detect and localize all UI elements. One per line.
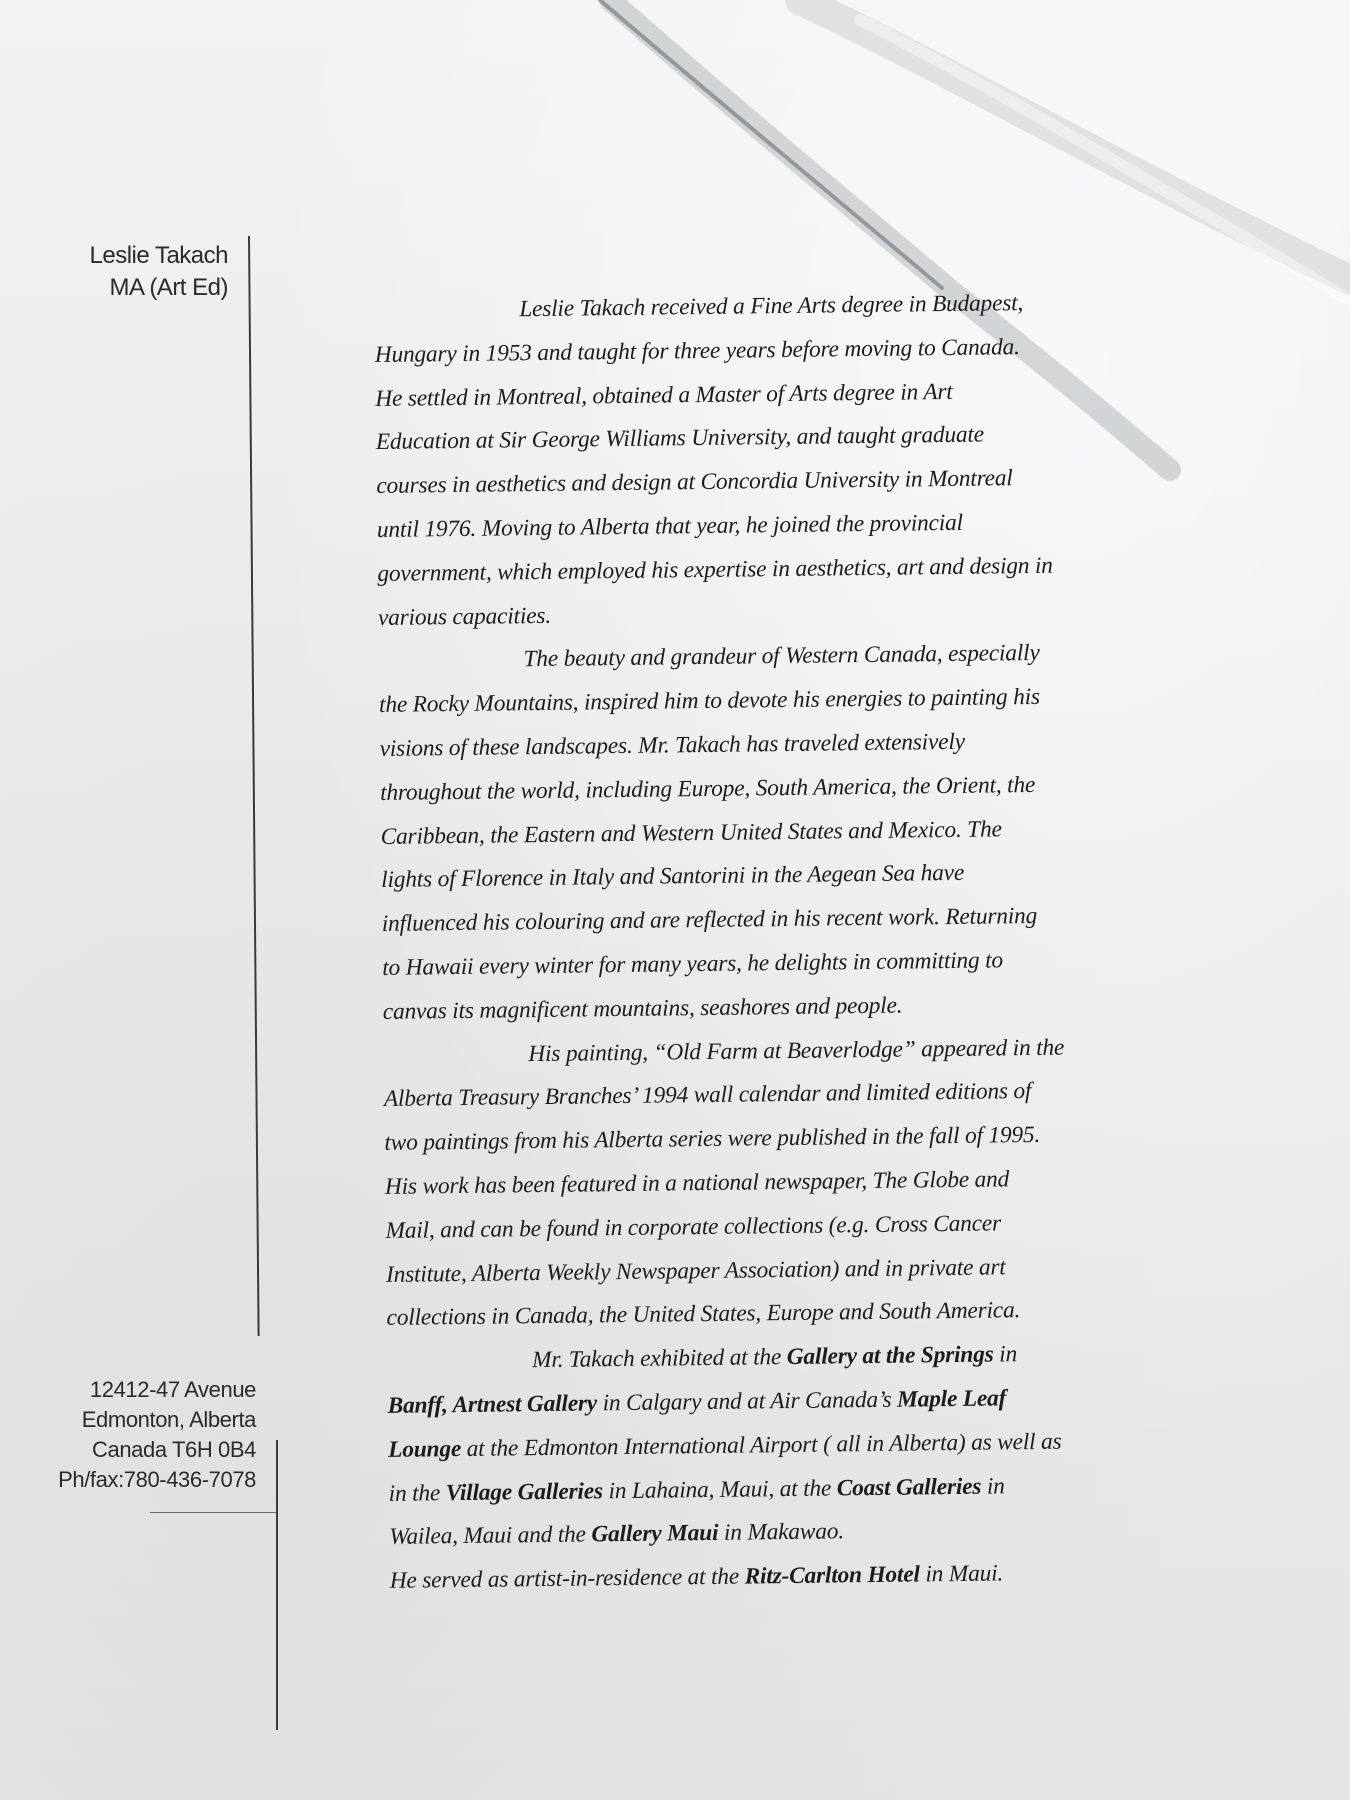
text-run: in Makawao. <box>718 1518 845 1547</box>
venue-name: Lounge <box>388 1435 462 1463</box>
address-city: Edmonton, Alberta <box>81 1407 256 1432</box>
text-line <box>390 1550 1190 1604</box>
text-run: in <box>981 1472 1005 1500</box>
text-line: He settled in Montreal, obtained a Master of Arts degree in Art <box>375 378 953 412</box>
text-run: Mr. Takach exhibited at the <box>531 1344 787 1374</box>
text-run: in Lahaina, Maui, at the <box>602 1474 837 1504</box>
text-run: in <box>993 1341 1018 1368</box>
author-header <box>60 240 228 304</box>
text-line: to Hawaii every winter for many years, he delights in committing to <box>382 947 1004 981</box>
text-line: Institute, Alberta Weekly Newspaper Association) and in private art <box>385 1253 1006 1288</box>
text-line: two paintings from his Alberta series were published in the fall of 1995. <box>384 1122 1041 1157</box>
text-run: He served as artist-in-residence at the <box>389 1563 745 1595</box>
text-line: throughout the world, including Europe, South America, the Orient, the <box>379 771 1036 806</box>
bio-paragraph-4 <box>387 1331 1190 1604</box>
text-line: Mail, and can be found in corporate collections (e.g. Cross Cancer <box>385 1210 1002 1244</box>
contact-address <box>30 1375 256 1495</box>
text-line: lights of Florence in Italy and Santorini in the Aegean Sea have <box>381 860 965 894</box>
venue-name: Village Galleries <box>445 1477 604 1506</box>
text-line: until 1976. Moving to Alberta that year, he joined the provincial <box>376 509 964 543</box>
bio-paragraph-1 <box>374 280 1178 640</box>
vertical-rule <box>248 236 260 1336</box>
venue-name: Banff, Artnest Gallery <box>387 1390 598 1419</box>
text-line: Education at Sir George Williams University, and taught graduate <box>375 421 985 456</box>
text-line: courses in aesthetics and design at Concordia University in Montreal <box>376 465 1013 500</box>
text-line: visions of these landscapes. Mr. Takach has traveled extensively <box>379 728 966 762</box>
venue-name: Ritz-Carlton Hotel <box>744 1561 920 1590</box>
author-credential: MA (Art Ed) <box>109 274 228 301</box>
venue-name: Gallery at the Springs <box>786 1341 994 1371</box>
address-underline <box>150 1512 276 1513</box>
bio-paragraph-2 <box>378 631 1183 1035</box>
text-line: canvas its magnificent mountains, seashores and people. <box>382 992 903 1025</box>
text-line: Caribbean, the Eastern and Western United States and Mexico. The <box>380 815 1002 850</box>
text-line: various capacities. <box>377 602 552 631</box>
text-line: Leslie Takach received a Fine Arts degree in Budapest, <box>519 290 1024 323</box>
text-line: government, which employed his expertise in aesthetics, art and design in <box>377 552 1053 587</box>
text-line: collections in Canada, the United States, Europe and South America. <box>386 1297 1021 1332</box>
venue-name: Maple Leaf <box>896 1385 1007 1413</box>
text-line: His painting, “Old Farm at Beaverlodge” appeared in the <box>528 1034 1065 1067</box>
vertical-rule-lower <box>276 1440 278 1730</box>
address-country-postal: Canada T6H 0B4 <box>92 1437 256 1462</box>
text-line: Hungary in 1953 and taught for three years before moving to Canada. <box>374 333 1020 368</box>
address-phone-fax: Ph/fax:780-436-7078 <box>58 1467 256 1492</box>
text-line: Alberta Treasury Branches’ 1994 wall calendar and limited editions of <box>383 1078 1032 1113</box>
text-run: in Calgary and at Air Canada’s <box>596 1386 898 1417</box>
text-run: in the <box>388 1479 446 1507</box>
text-line: the Rocky Mountains, inspired him to devote his energies to painting his <box>378 684 1040 719</box>
biography <box>374 280 1190 1604</box>
address-street: 12412-47 Avenue <box>89 1377 256 1402</box>
text-line: His work has been featured in a national newspaper, The Globe and <box>384 1166 1010 1200</box>
text-run: in Maui. <box>919 1560 1004 1588</box>
text-line: influenced his colouring and are reflected in his recent work. Returning <box>381 903 1038 938</box>
text-line: The beauty and grandeur of Western Canada, especially <box>523 640 1040 673</box>
author-name: Leslie Takach <box>89 242 228 269</box>
venue-name: Coast Galleries <box>836 1473 982 1501</box>
venue-name: Gallery Maui <box>591 1520 719 1548</box>
bio-paragraph-3 <box>383 1025 1187 1341</box>
text-run: Wailea, Maui and the <box>389 1521 592 1551</box>
text-run: at the Edmonton International Airport ( all in Alberta) as well as <box>460 1428 1062 1462</box>
